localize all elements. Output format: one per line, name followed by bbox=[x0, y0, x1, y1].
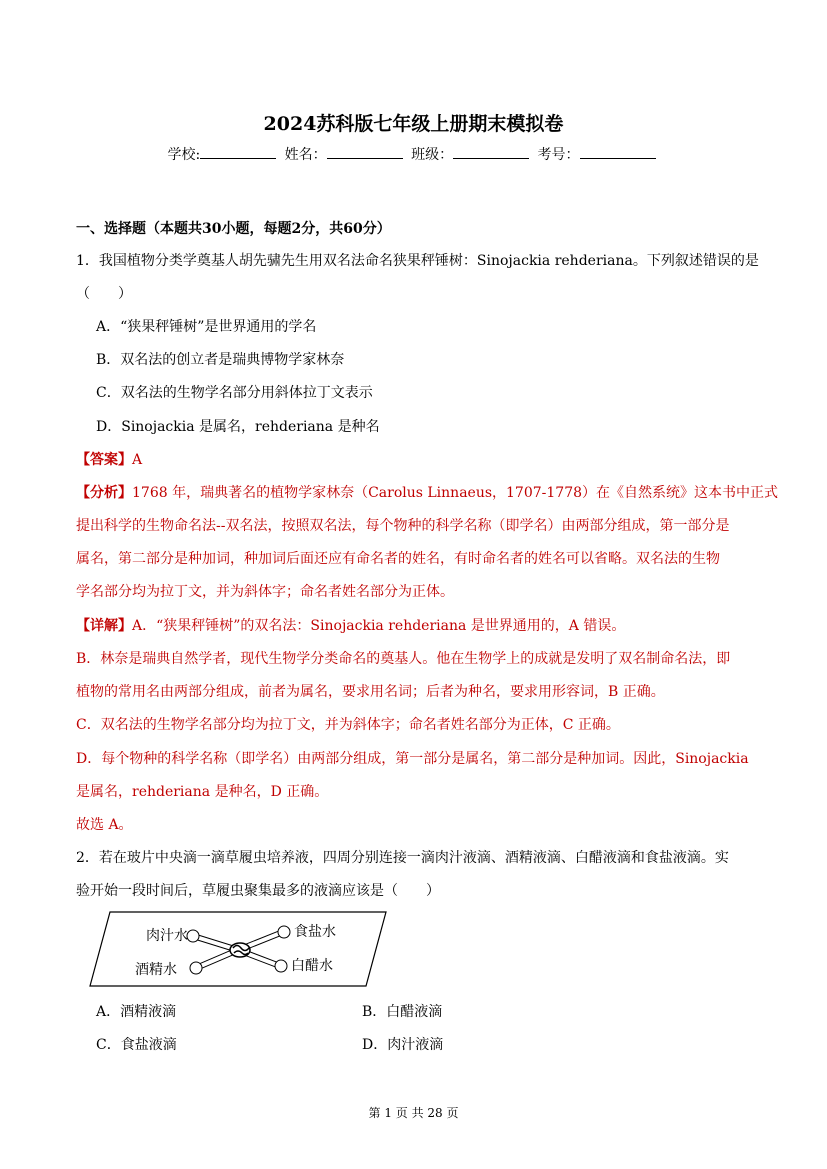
name-label: 姓名： bbox=[284, 147, 327, 163]
q1-detail-line4: C．双名法的生物学名部分均为拉丁文，并为斜体字；命名者姓名部分为正体，C 正确。 bbox=[76, 717, 620, 733]
q2-option-b: B．白醋液滴 bbox=[362, 1004, 443, 1020]
q1-detail-line1 bbox=[76, 615, 625, 635]
q1-stem-line2: （ ） bbox=[76, 286, 132, 302]
q1-detail-line6: 是属名，rehderiana 是种名，D 正确。 bbox=[76, 784, 329, 800]
section-heading: 一、选择题（本题共30小题，每题2分，共60分） bbox=[76, 221, 391, 237]
label-vinegar: 白醋水 bbox=[291, 957, 333, 973]
detail-text: A．“狭果秤锤树”的双名法：Sinojackia rehderiana 是世界通用的，A 错误。 bbox=[132, 618, 626, 634]
page-footer: 第 1 页 共 28 页 bbox=[368, 1106, 459, 1120]
q2-option-a: A．酒精液滴 bbox=[96, 1004, 177, 1020]
drop-alcohol bbox=[190, 962, 202, 974]
name-blank[interactable] bbox=[327, 144, 403, 159]
q1-detail-line2: B．林奈是瑞典自然学者，现代生物学分类命名的奠基人。他在生物学上的成就是发明了双名制命名法，即 bbox=[76, 651, 731, 667]
q1-analysis-line3: 属名，第二部分是种加词，种加词后面还应有命名者的姓名，有时命名者的姓名可以省略。双名法的生物 bbox=[76, 551, 720, 567]
slide-diagram bbox=[88, 910, 388, 988]
q2-option-d: D．肉汁液滴 bbox=[362, 1037, 444, 1053]
q2-stem-line1: 2．若在玻片中央滴一滴草履虫培养液，四周分别连接一滴肉汁液滴、酒精液滴、白醋液滴和食盐液滴。实 bbox=[76, 850, 729, 866]
q1-option-c: C．双名法的生物学名部分用斜体拉丁文表示 bbox=[96, 385, 373, 401]
analysis-label: 【分析】 bbox=[76, 485, 132, 501]
school-label: 学校: bbox=[167, 147, 201, 163]
label-salt-water: 食盐水 bbox=[294, 923, 336, 939]
q2-option-c: C．食盐液滴 bbox=[96, 1037, 177, 1053]
class-label: 班级： bbox=[411, 147, 454, 163]
q1-option-a: A．“狭果秤锤树”是世界通用的学名 bbox=[96, 319, 317, 335]
answer-value: A bbox=[132, 452, 143, 468]
q1-option-b: B．双名法的创立者是瑞典博物学家林奈 bbox=[96, 352, 345, 368]
school-blank[interactable] bbox=[200, 144, 276, 159]
analysis-text: 1768 年，瑞典著名的植物学家林奈（Carolus Linnaeus，1707-1778）在《自然系统》这本书中正式 bbox=[132, 485, 779, 501]
q2-stem-line2: 验开始一段时间后，草履虫聚集最多的液滴应该是（ ） bbox=[76, 883, 440, 899]
student-info-line bbox=[0, 144, 827, 164]
exam-no-label: 考号： bbox=[537, 147, 580, 163]
detail-label: 【详解】 bbox=[76, 618, 132, 634]
q1-analysis-line1 bbox=[76, 482, 778, 502]
drop-meat-juice bbox=[187, 930, 199, 942]
drop-salt-water bbox=[278, 926, 290, 938]
answer-label: 【答案】 bbox=[76, 452, 132, 468]
exam-no-blank[interactable] bbox=[580, 144, 656, 159]
q1-option-d: D．Sinojackia 是属名，rehderiana 是种名 bbox=[96, 419, 380, 435]
label-alcohol: 酒精水 bbox=[135, 961, 177, 977]
page-title: 2024苏科版七年级上册期末模拟卷 bbox=[263, 113, 564, 135]
q1-detail-line5: D．每个物种的科学名称（即学名）由两部分组成，第一部分是属名，第二部分是种加词。因此，Sinojackia bbox=[76, 751, 749, 767]
q1-analysis-line4: 学名部分均为拉丁文，并为斜体字；命名者姓名部分为正体。 bbox=[76, 584, 454, 600]
label-meat-juice: 肉汁水 bbox=[146, 927, 188, 943]
q1-detail-line3: 植物的常用名由两部分组成，前者为属名，要求用名词；后者为种名，要求用形容词，B 正确。 bbox=[76, 684, 665, 700]
class-blank[interactable] bbox=[453, 144, 529, 159]
q1-analysis-line2: 提出科学的生物命名法--双名法，按照双名法，每个物种的科学名称（即学名）由两部分组成，第一部分是 bbox=[76, 518, 730, 534]
q1-detail-line7: 故选 A。 bbox=[76, 817, 133, 833]
q1-stem-line1: 1．我国植物分类学奠基人胡先骕先生用双名法命名狭果秤锤树：Sinojackia rehderiana。下列叙述错误的是 bbox=[76, 253, 759, 269]
q1-answer bbox=[76, 449, 142, 469]
drop-vinegar bbox=[275, 960, 287, 972]
